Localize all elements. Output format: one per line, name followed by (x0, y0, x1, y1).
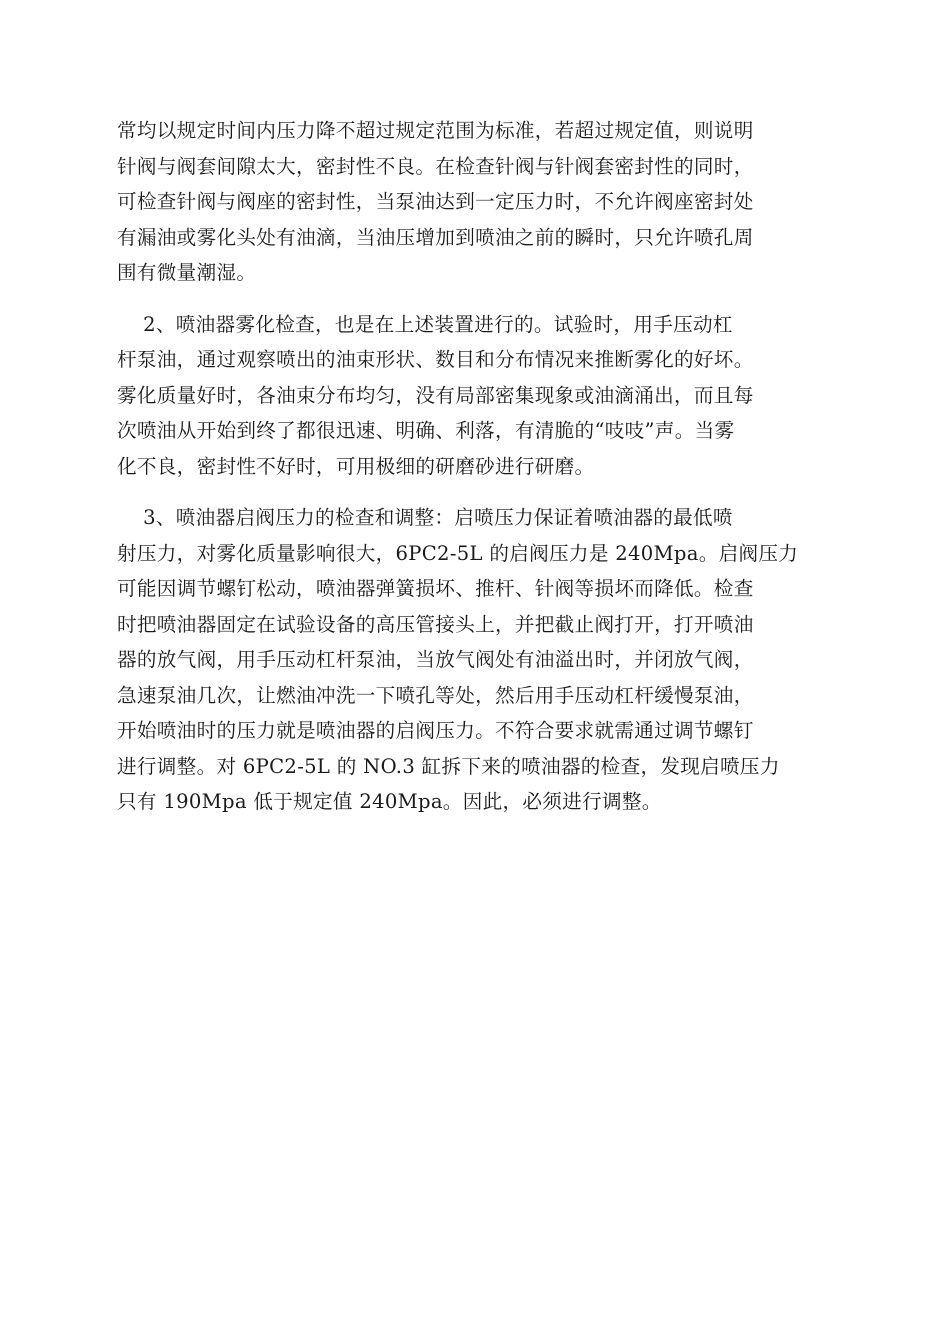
text-line: 时把喷油器固定在试验设备的高压管接头上，并把截止阀打开，打开喷油 (117, 612, 754, 636)
text-line: 开始喷油时的压力就是喷油器的启阀压力。不符合要求就需通过调节螺钉 (117, 719, 754, 742)
text-line: 进行调整。对 6PC2-5L 的 NO.3 缸拆下来的喷油器的检查，发现启喷压力 (117, 754, 780, 778)
text-line: 3、喷油器启阀压力的检查和调整：启喷压力保证着喷油器的最低喷 (117, 506, 733, 529)
text-line: 可检查针阀与阀座的密封性，当泵油达到一定压力时，不允许阀座密封处 (117, 190, 754, 213)
text-line: 杆泵油，通过观察喷出的油束形状、数目和分布情况来推断雾化的好坏。 (117, 348, 754, 371)
text-line: 化不良，密封性不好时，可用极细的研磨砂进行研磨。 (117, 454, 595, 478)
text-line: 急速泵油几次，让燃油冲洗一下喷孔等处，然后用手压动杠杆缓慢泵油， (117, 683, 754, 707)
paragraph-2 (117, 307, 835, 485)
text-line: 只有 190Mpa 低于规定值 240Mpa。因此，必须进行调整。 (117, 790, 662, 813)
text-line: 针阀与阀套间隙太大，密封性不良。在检查针阀与针阀套密封性的同时， (117, 154, 754, 178)
text-line: 2、喷油器雾化检查，也是在上述装置进行的。试验时，用手压动杠 (117, 312, 733, 336)
text-line: 有漏油或雾化头处有油滴，当油压增加到喷油之前的瞬时，只允许喷孔周 (117, 225, 754, 249)
text-line: 雾化质量好时，各油束分布均匀，没有局部密集现象或油滴涌出，而且每 (117, 383, 754, 407)
text-line: 常均以规定时间内压力降不超过规定范围为标准，若超过规定值，则说明 (117, 119, 754, 142)
text-line: 围有微量潮湿。 (117, 261, 257, 284)
text-line: 次喷油从开始到终了都很迅速、明确、利落，有清脆的“吱吱”声。当雾 (117, 419, 735, 442)
text-line: 可能因调节螺钉松动，喷油器弹簧损坏、推杆、针阀等损坏而降低。检查 (117, 577, 754, 600)
text-line: 器的放气阀，用手压动杠杆泵油，当放气阀处有油溢出时，并闭放气阀， (117, 648, 754, 671)
paragraph-1 (117, 113, 835, 291)
text-line: 射压力，对雾化质量影响很大，6PC2-5L 的启阀压力是 240Mpa。启阀压力 (117, 541, 799, 565)
paragraph-3 (117, 500, 835, 820)
document-body (117, 113, 835, 820)
